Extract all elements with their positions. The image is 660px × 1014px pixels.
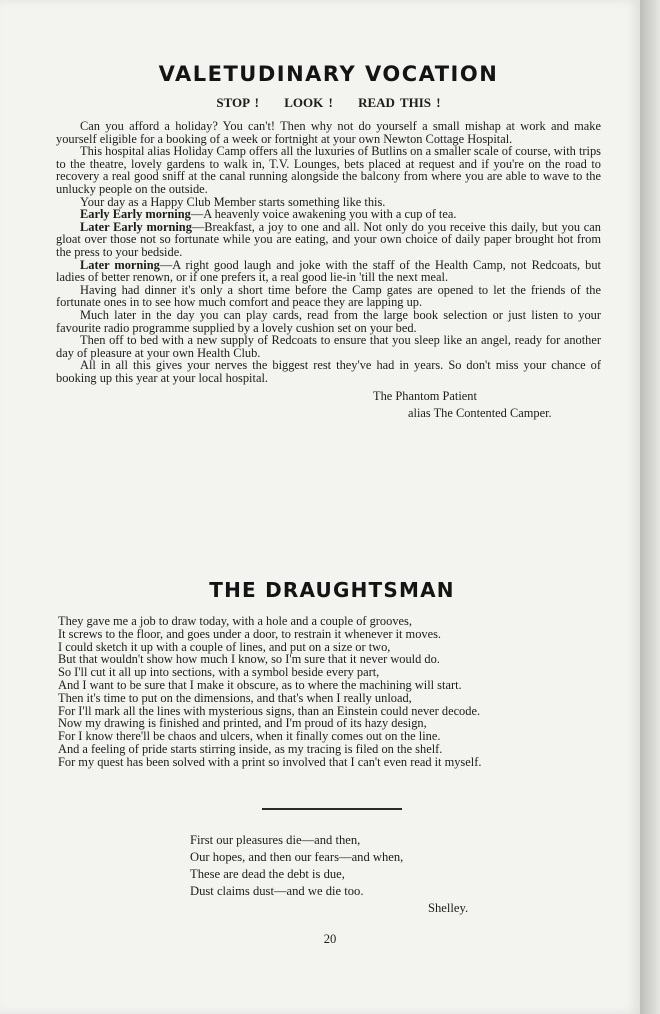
article-valetudinary-vocation <box>56 62 601 421</box>
poem-line: Then it's time to put on the dimensions, and that's when I really unload, <box>58 690 412 705</box>
subheading-stop: STOP ! <box>216 95 259 110</box>
paragraph: This hospital alias Holiday Camp offers all the luxuries of Butlins on a smaller scale of course, with trips to the theatre, lovely gardens to walk in, T.V. Lounges, bets placed at request and if you're on the road to recovery a real good sniff at the canal running alongside the balcony from where you are able to wave to the unlucky people on the outside. <box>56 144 601 196</box>
paragraph-lead: Later Early morning <box>80 219 192 234</box>
poem-line: They gave me a job to draw today, with a hole and a couple of grooves, <box>58 614 412 628</box>
poem-line: And I want to be sure that I make it obscure, as to where the machining will start. <box>58 677 462 692</box>
page-gutter <box>640 0 660 1014</box>
paragraph: Much later in the day you can play cards, read from the large book selection or just listen to your favourite radio programme supplied by a lovely cushion set on your bed. <box>56 307 601 335</box>
paragraph-lead: Early Early morning <box>80 207 191 222</box>
paragraph-lead: Later morning <box>80 257 160 272</box>
poem-line: And a feeling of pride starts stirring inside, as my tracing is filed on the shelf. <box>58 741 443 756</box>
paragraph: Having had dinner it's only a short time before the Camp gates are opened to let the friends of the fortunate ones in to see how much comfort and peace they are lapping up. <box>56 282 601 310</box>
section-divider <box>262 808 402 810</box>
article-title: VALETUDINARY VOCATION <box>158 62 499 86</box>
paragraph: Later Early morning—Breakfast, a joy to one and all. Not only do you receive this daily, but you can gloat over those not so fortunate while you are eating, and your own choice of daily paper brought hot from the press to your bedside. <box>56 219 601 259</box>
paragraph: All in all this gives your nerves the biggest rest they've had in years. So don't miss your chance of booking up this year at your local hospital. <box>56 358 601 385</box>
verse-line: These are dead the debt is due, <box>190 867 345 881</box>
signature-alias: alias The Contented Camper. <box>408 406 552 421</box>
page-number: 20 <box>323 932 337 946</box>
subheading-read-this: READ THIS ! <box>358 95 441 110</box>
poem-line: For I'll mark all the lines with mysterious signs, than an Einstein could never decode. <box>58 703 481 718</box>
poem-line: For my quest has been solved with a print so involved that I can't even read it myself. <box>58 754 482 769</box>
article-the-draughtsman <box>58 578 606 769</box>
poem-line: For I know there'll be chaos and ulcers, when it finally comes out on the line. <box>58 729 441 744</box>
poem-line: I could sketch it up with a couple of lines, and put on a size or two, <box>58 639 391 654</box>
poem-line: It screws to the floor, and goes under a door, to restrain it whenever it moves. <box>58 626 442 641</box>
verse-line: First our pleasures die—and then, <box>190 833 361 847</box>
subheading-look: LOOK ! <box>284 95 333 110</box>
poem-line: But that wouldn't show how much I know, so I'm sure that it never would do. <box>58 652 440 667</box>
paragraph: Later morning—A right good laugh and joke with the staff of the Health Camp, not Redcoats, but ladies of better renown, or if one prefers it, a real good lie-in 'till the next meal. <box>56 257 601 285</box>
shelley-verse <box>190 832 490 917</box>
signature-name: The Phantom Patient <box>373 389 477 404</box>
paragraph: Can you afford a holiday? You can't! Then why not do yourself a small mishap at work and make yourself eligible for a booking of a week or fortnight at your own Newton Cottage Hospital. <box>56 119 601 146</box>
verse-line: Dust claims dust—and we die too. <box>190 884 364 898</box>
verse-attribution: Shelley. <box>428 901 469 915</box>
paragraph: Early Early morning—A heavenly voice awakening you with a cup of tea. <box>80 207 457 222</box>
article-subheading <box>56 95 601 111</box>
poem-line: So I'll cut it all up into sections, with a symbol beside every part, <box>58 665 380 680</box>
verse-line: Our hopes, and then our fears—and when, <box>190 850 404 864</box>
poem-line: Now my drawing is finished and printed, and I'm proud of its hazy design, <box>58 716 427 731</box>
paragraph: Then off to bed with a new supply of Redcoats to ensure that you sleep like an angel, ready for another day of pleasure at your own Health Club. <box>56 333 601 360</box>
paragraph: Your day as a Happy Club Member starts something like this. <box>80 194 386 209</box>
article-title: THE DRAUGHTSMAN <box>209 578 455 602</box>
